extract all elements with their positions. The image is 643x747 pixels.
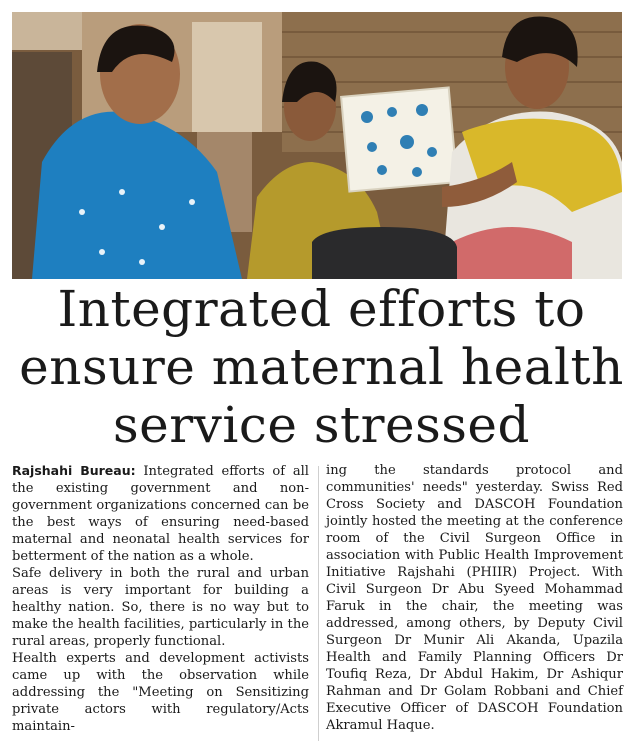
paragraph-2: Safe delivery in both the rural and urban areas is very important for building a healthy nation. So, there is no way but to make the health facilities, particularly in the rural areas, properly functional. bbox=[12, 566, 309, 649]
article-column-2 bbox=[326, 462, 623, 734]
byline: Rajshahi Bureau: bbox=[12, 463, 136, 478]
headline bbox=[0, 280, 643, 460]
article-column-1 bbox=[12, 462, 309, 735]
headline-line-3: service stressed bbox=[112, 396, 531, 454]
article-photo bbox=[12, 12, 622, 279]
paragraph-4: ing the standards protocol and communities' needs" yesterday. Swiss Red Cross Society and DASCOH Foundation jointly hosted the meeting at the conference room of the Civil Surgeon Office in association with Public Health Improvement Initiative Rajshahi (PHIIR) Project. With Civil Surgeon Dr Abu Syeed Mohammad Faruk in the chair, the meeting was addressed, among others, by Deputy Civil Surgeon Dr Munir Ali Akanda, Upazila Health and Family Planning Officers Dr Toufiq Reza, Dr Abdul Hakim, Dr Ashiqur Rahman and Dr Golam Robbani and Chief Executive Officer of DASCOH Foundation Akramul Haque. bbox=[326, 463, 623, 733]
column-divider bbox=[318, 466, 319, 741]
paragraph-1 bbox=[12, 462, 309, 565]
headline-line-1: Integrated efforts to bbox=[57, 280, 586, 338]
headline-line-2: ensure maternal health bbox=[19, 338, 624, 396]
paragraph-3: Health experts and development activists came up with the observation while addressing the "Meeting on Sensitizing private actors with regulatory/Acts maintain- bbox=[12, 651, 309, 734]
paragraph-1-text: Integrated efforts of all the existing government and non-government organizations concerned can be the best ways of ensuring need-based maternal and neonatal health services for betterment of the nation as a whole. bbox=[12, 464, 309, 564]
photo-illustration bbox=[12, 12, 622, 279]
